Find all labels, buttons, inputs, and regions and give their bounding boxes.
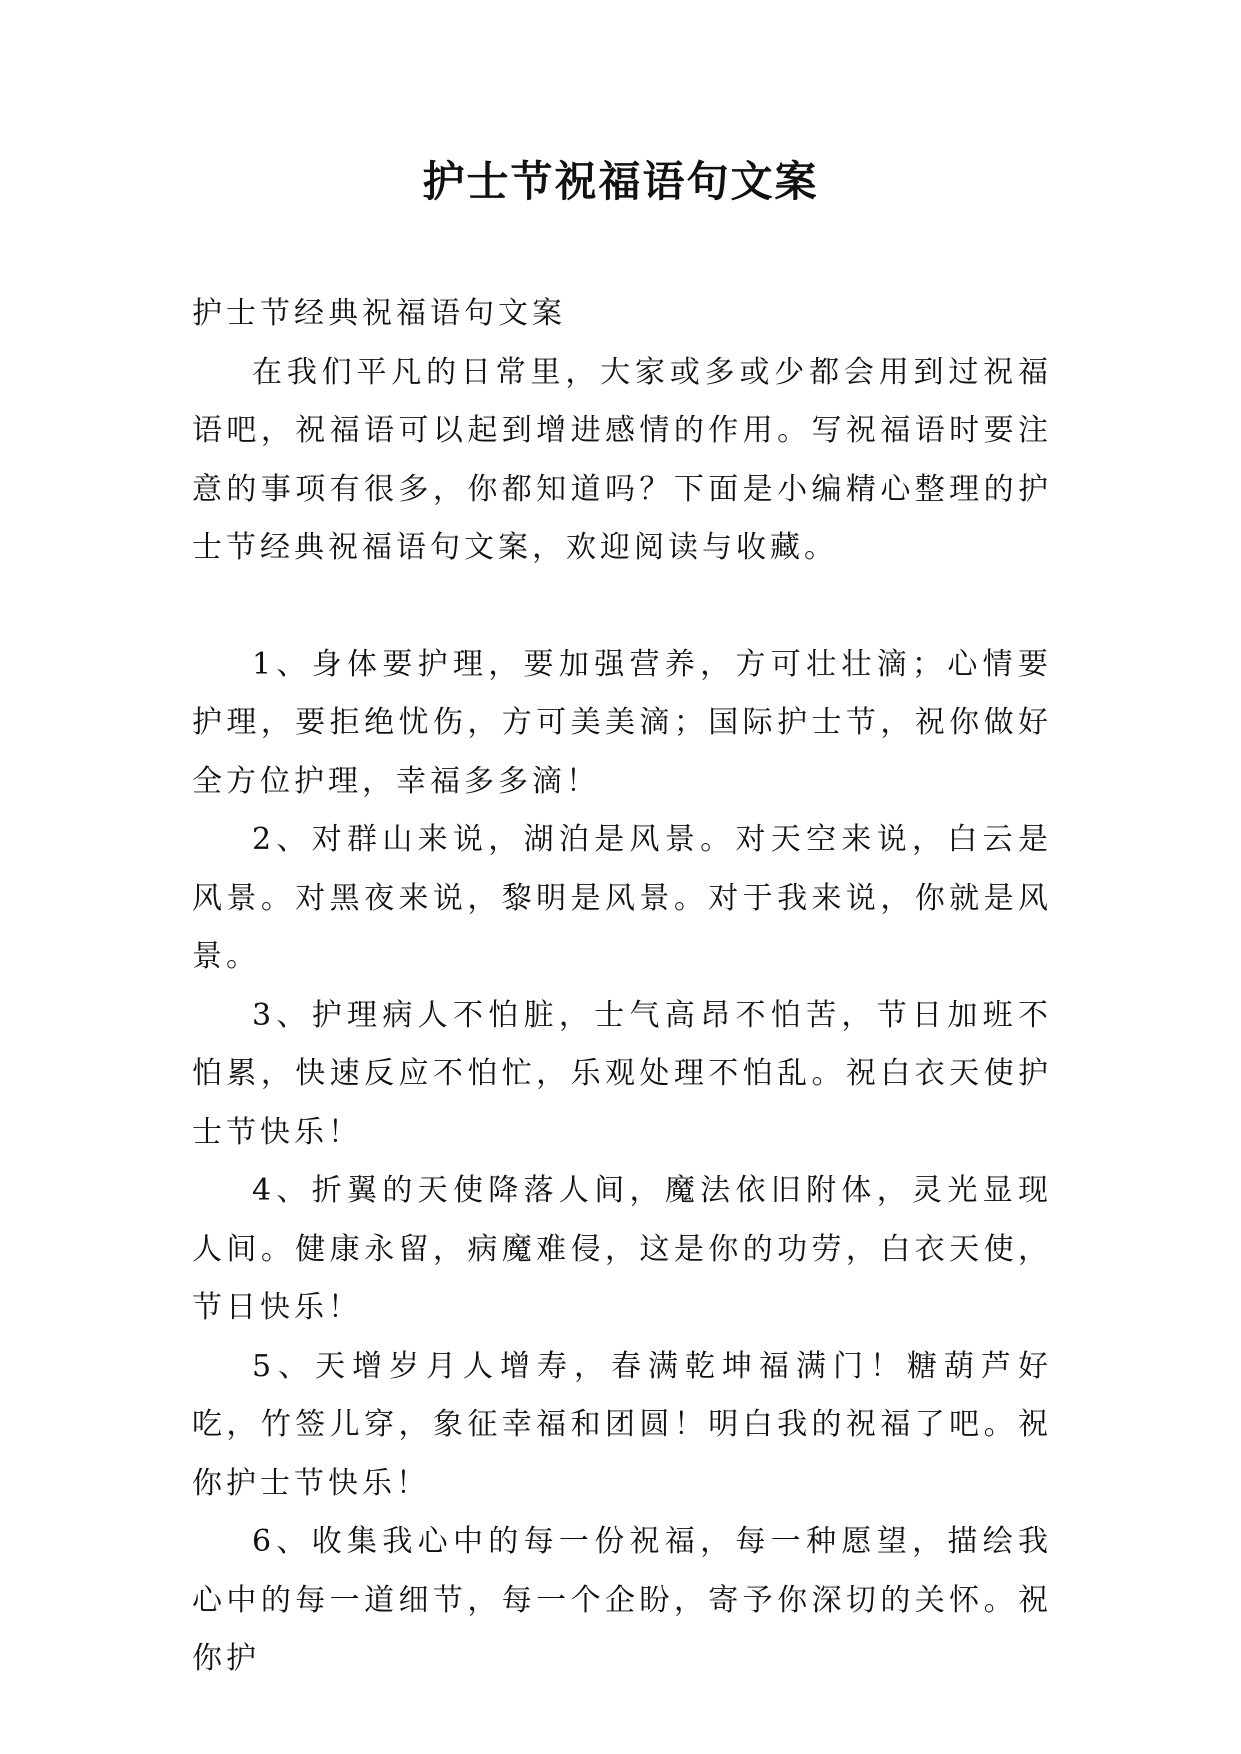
intro-paragraph: 在我们平凡的日常里，大家或多或少都会用到过祝福语吧，祝福语可以起到增进感情的作用。写祝福语时要注意的事项有很多，你都知道吗？下面是小编精心整理的护士节经典祝福语句文案，欢迎阅读与收藏。 xyxy=(192,354,1052,565)
list-item: 5、天增岁月人增寿，春满乾坤福满门！糖葫芦好吃，竹签儿穿，象征幸福和团圆！明白我的祝福了吧。祝你护士节快乐！ xyxy=(192,1348,1052,1501)
list-item: 1、身体要护理，要加强营养，方可壮壮滴；心情要护理，要拒绝忧伤，方可美美滴；国际护士节，祝你做好全方位护理，幸福多多滴！ xyxy=(192,646,1052,799)
list-item: 2、对群山来说，湖泊是风景。对天空来说，白云是风景。对黑夜来说，黎明是风景。对于我来说，你就是风景。 xyxy=(192,822,1052,974)
document-title: 护士节祝福语句文案 xyxy=(422,157,819,206)
document-subtitle: 护士节经典祝福语句文案 xyxy=(192,296,566,331)
list-item: 3、护理病人不怕脏，士气高昂不怕苦，节日加班不怕累，快速反应不怕忙，乐观处理不怕乱。祝白衣天使护士节快乐！ xyxy=(192,997,1052,1150)
list-item: 4、折翼的天使降落人间，魔法依旧附体，灵光显现人间。健康永留，病魔难侵，这是你的功劳，白衣天使，节日快乐！ xyxy=(192,1173,1052,1325)
list-item: 6、收集我心中的每一份祝福，每一种愿望，描绘我心中的每一道细节，每一个企盼，寄予你深切的关怀。祝你护 xyxy=(192,1524,1052,1676)
document-body xyxy=(192,285,1052,1689)
paragraph-spacer xyxy=(192,578,1052,636)
